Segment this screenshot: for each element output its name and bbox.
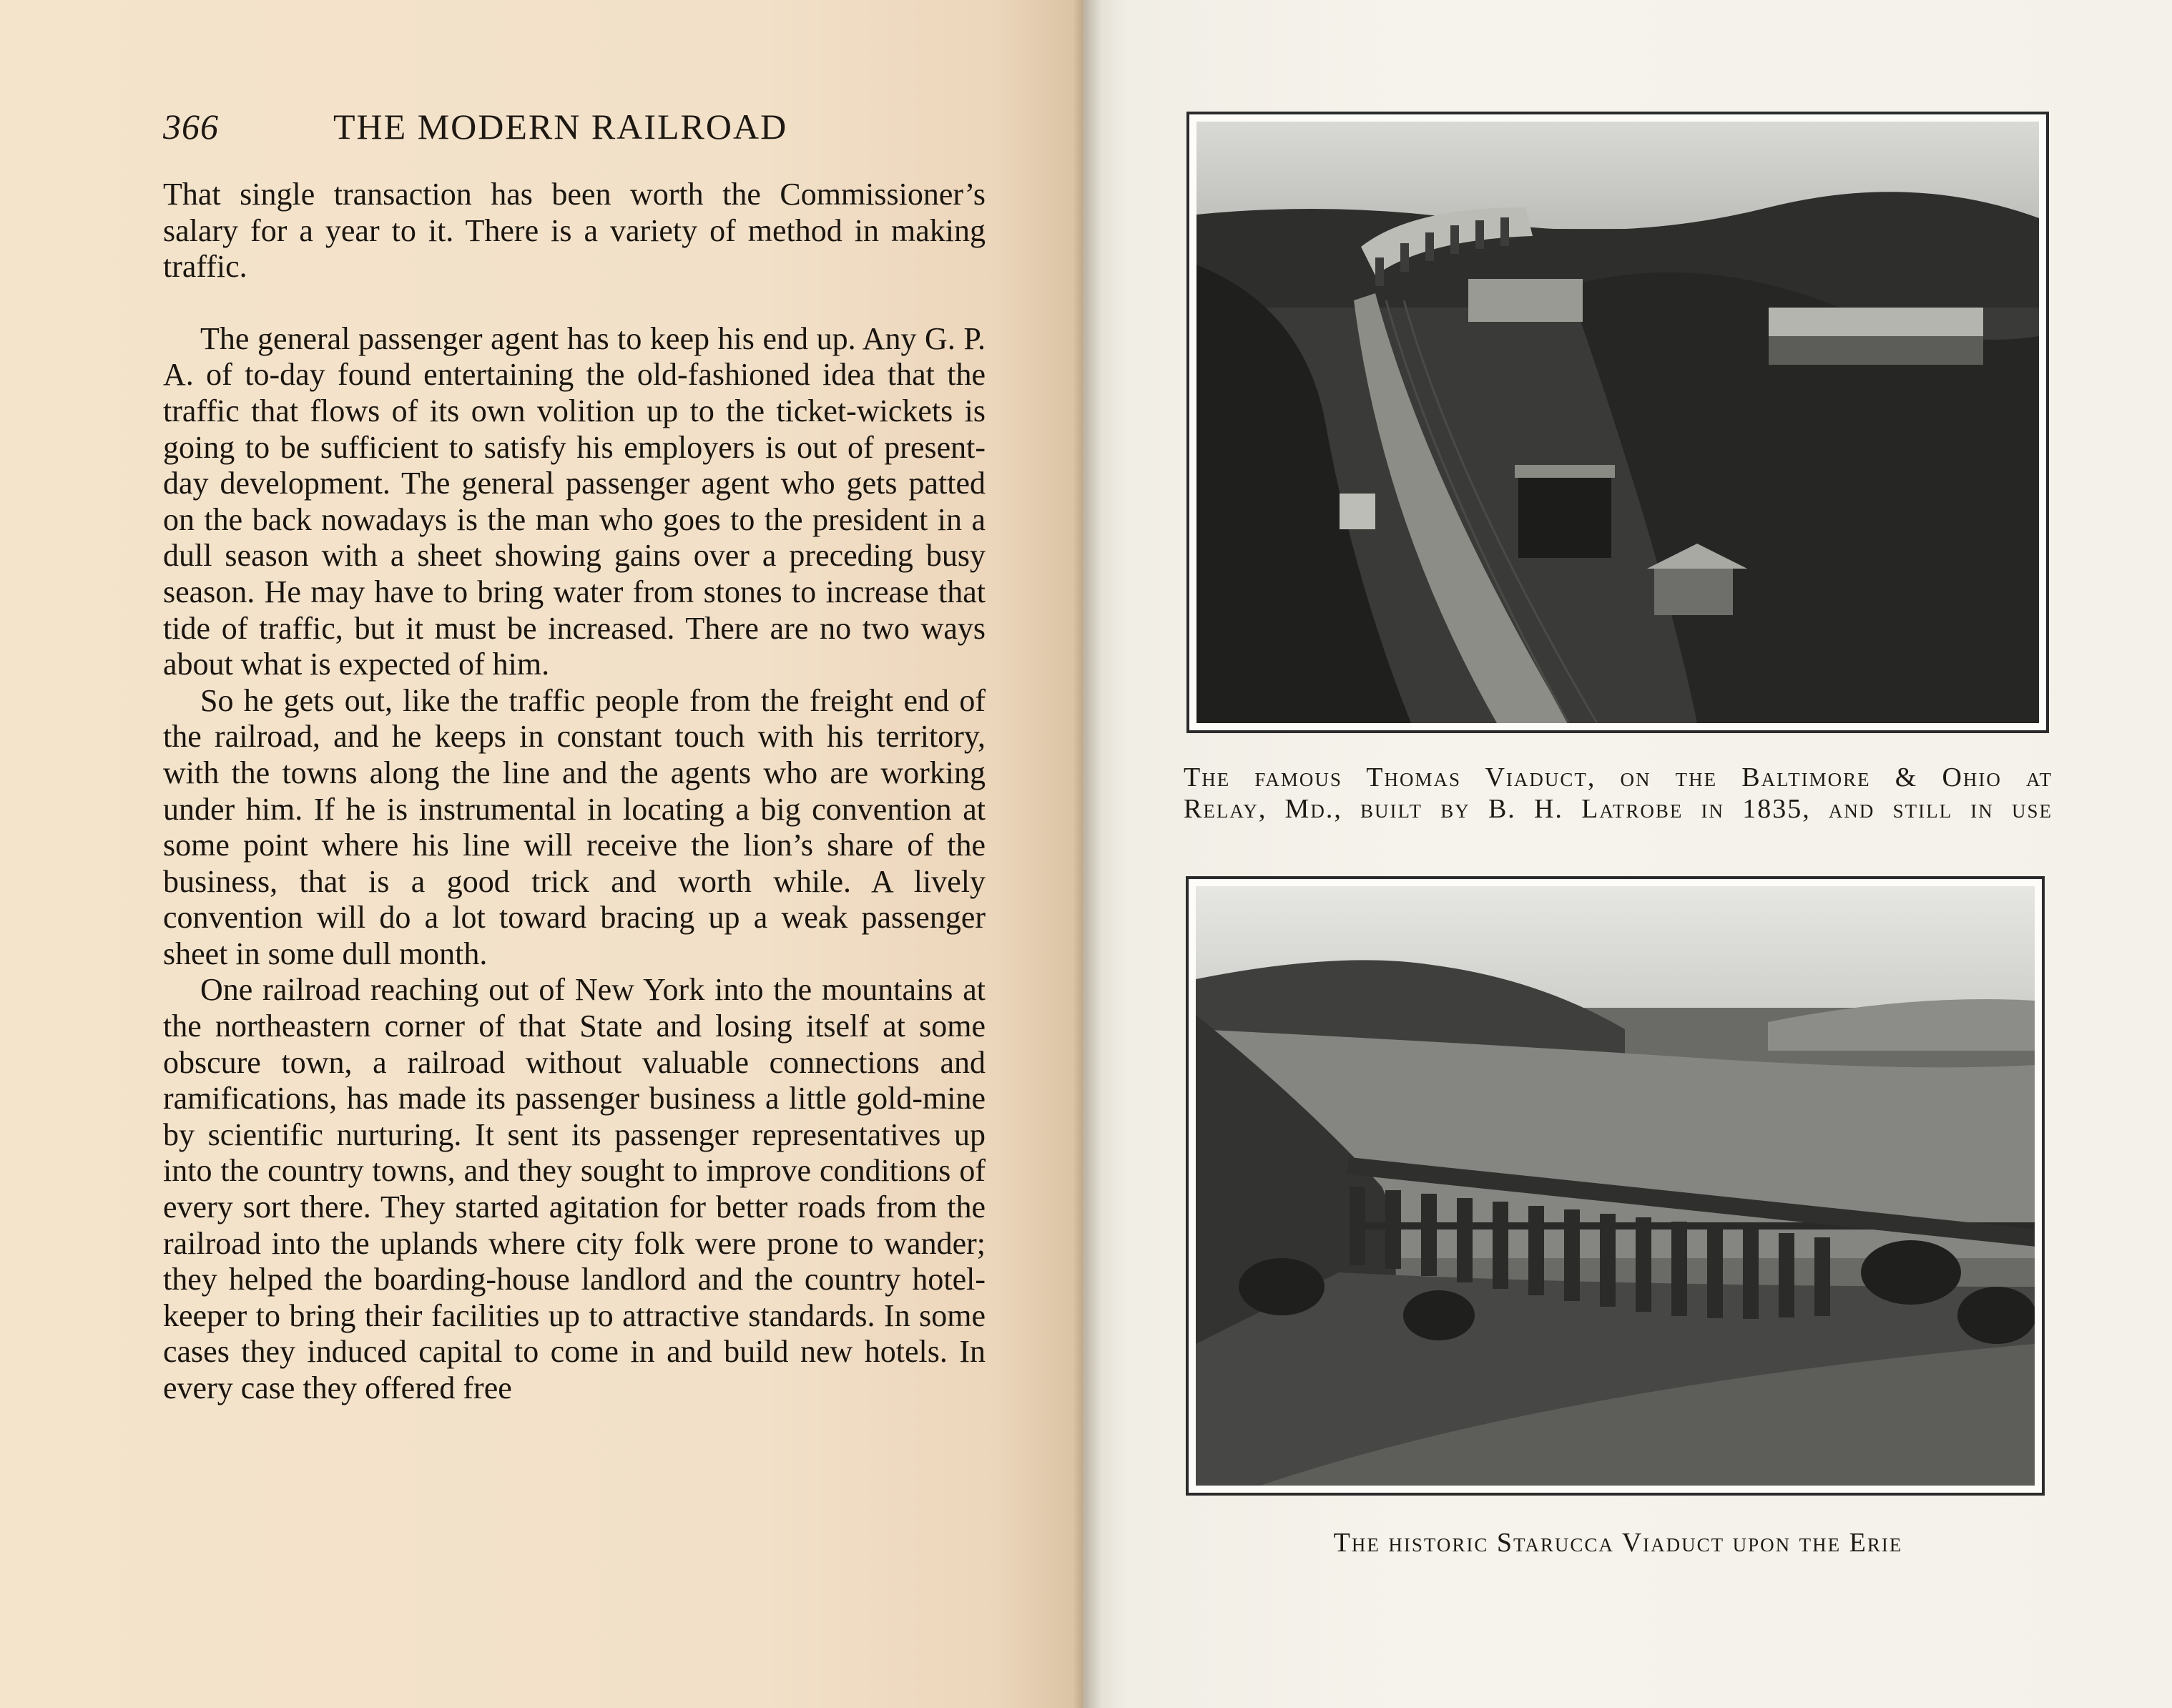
running-head <box>163 106 986 152</box>
left-page <box>0 0 1083 1708</box>
starucca-viaduct-illustration <box>1196 886 2035 1486</box>
thomas-viaduct-caption <box>1184 762 2053 825</box>
page-number: 366 <box>163 107 219 147</box>
thomas-viaduct-illustration <box>1196 122 2039 723</box>
body-text <box>163 177 986 1407</box>
paragraph: So he gets out, like the traffic people from the freight end of the railroad, and he keeps in constant touch with his territory, with the towns along the line and the agents who are working under him. If he is instrumental in locating a big convention at some point where his line will receive the lion’s share of the business, that is a good trick and worth while. A lively convention will do a lot toward bracing up a weak passenger sheet in some dull month. <box>163 682 986 971</box>
paragraph: That single transaction has been worth the Commissioner’s salary for a year to it. There is a variety of method in making traffic. <box>163 177 986 285</box>
thomas-viaduct-photo <box>1186 112 2049 733</box>
caption-line: The famous Thomas Viaduct, on the Baltimore & Ohio at <box>1184 762 2053 792</box>
starucca-viaduct-caption: The historic Starucca Viaduct upon the Erie <box>1333 1528 1903 1558</box>
running-title: THE MODERN RAILROAD <box>333 107 788 147</box>
paragraph: The general passenger agent has to keep his end up. Any G. P. A. of to-day found entertaining the old-fashioned idea that the traffic that flows of its own volition up to the ticket-wickets is going to be sufficient to satisfy his employers is out of present-day development. The general passenger agent who gets patted on the back nowadays is the man who goes to the president in a dull season with a sheet showing gains over a preceding busy season. He may have to bring water from stones to increase that tide of traffic, but it must be increased. There are no two ways about what is expected of him. <box>163 320 986 682</box>
paragraph: One railroad reaching out of New York into the mountains at the northeastern corner of that State and losing itself at some obscure town, a railroad without valuable connections and ramifications, has made its passenger business a little gold-mine by scientific nurturing. It sent its passenger representatives up into the country towns, and they sought to improve conditions of every sort there. They started agitation for better roads from the railroad into the uplands where city folk were prone to wander; they helped the boarding-house landlord and the country hotel-keeper to bring their facilities up to attractive standards. In some cases they induced capital to come in and build new hotels. In every case they offered free <box>163 972 986 1405</box>
starucca-viaduct-photo <box>1186 876 2045 1496</box>
book-gutter <box>1073 0 1101 1708</box>
caption-line: Relay, Md., built by B. H. Latrobe in 1835, and still in use <box>1184 794 2053 824</box>
